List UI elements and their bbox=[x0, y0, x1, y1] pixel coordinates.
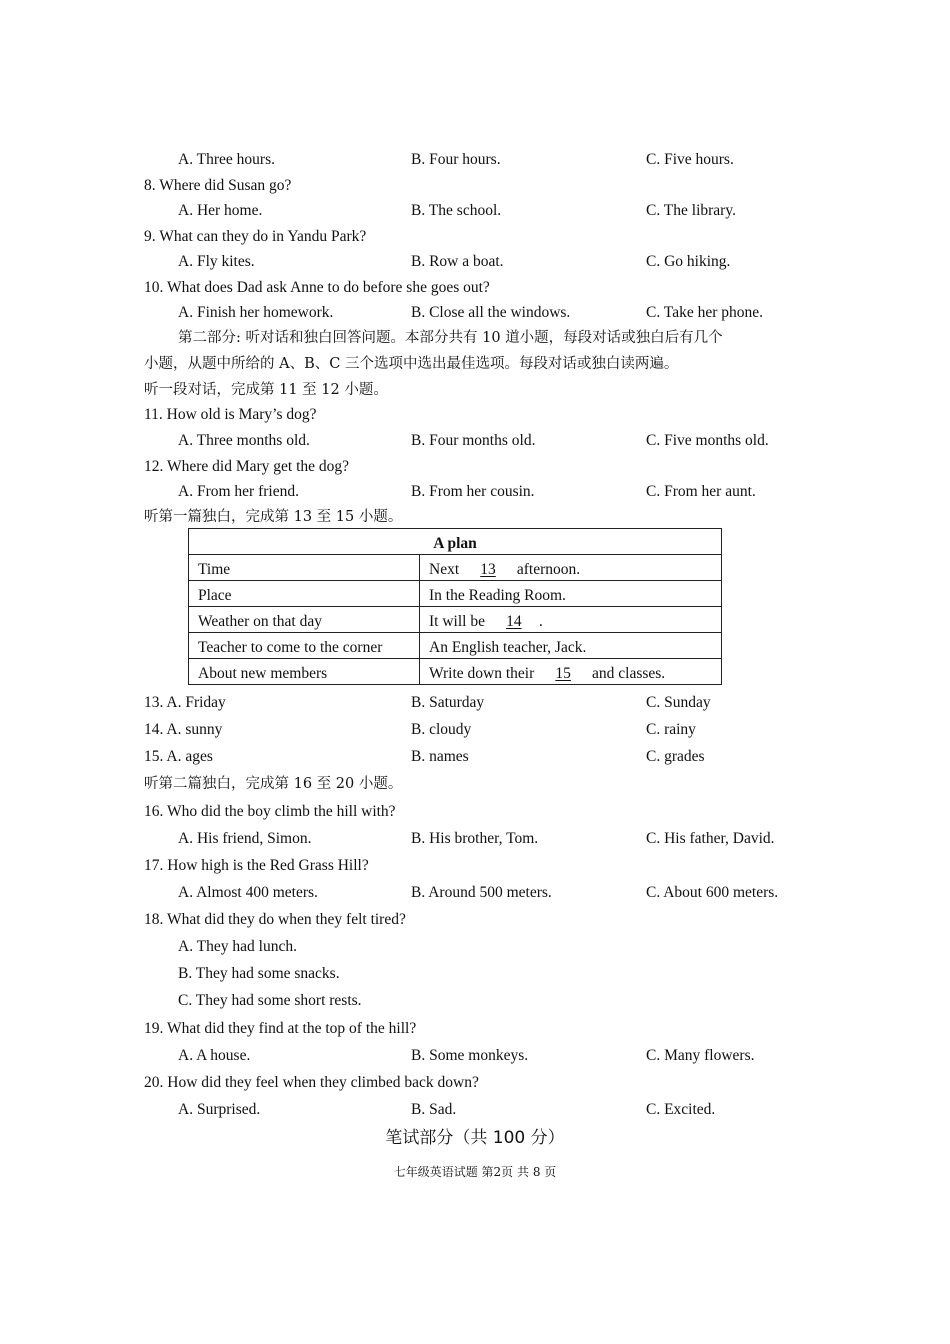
plan-row-label: Teacher to come to the corner bbox=[189, 633, 420, 659]
q8-option-b: B. The school. bbox=[411, 202, 502, 219]
q14-option-a: 14. A. sunny bbox=[144, 721, 223, 738]
q9-option-c: C. Go hiking. bbox=[646, 253, 731, 270]
plan-table-title: A plan bbox=[189, 529, 722, 555]
plan-row-value: An English teacher, Jack. bbox=[420, 633, 722, 659]
q16-option-b: B. His brother, Tom. bbox=[411, 830, 539, 847]
q15-option-b: B. names bbox=[411, 748, 469, 765]
q17-option-c: C. About 600 meters. bbox=[646, 884, 779, 901]
q8-question: 8. Where did Susan go? bbox=[144, 177, 292, 194]
q18-option-b: B. They had some snacks. bbox=[178, 965, 340, 982]
plan-row-value bbox=[420, 659, 722, 685]
answer-blank: 14 bbox=[506, 613, 522, 630]
answer-blank: 15 bbox=[555, 665, 571, 682]
q14-option-c: C. rainy bbox=[646, 721, 696, 738]
plan-table bbox=[188, 528, 722, 685]
table-row bbox=[189, 607, 722, 633]
q18-option-a: A. They had lunch. bbox=[178, 938, 297, 955]
q18-question: 18. What did they do when they felt tired? bbox=[144, 911, 406, 928]
plan-row-text: afternoon. bbox=[513, 561, 581, 578]
dialogue-intro: 听一段对话，完成第 11 至 12 小题。 bbox=[144, 382, 388, 398]
plan-row-text: . bbox=[538, 613, 543, 630]
part2-instruction-line2: 小题，从题中所给的 A、B、C 三个选项中选出最佳选项。每段对话或独白读两遍。 bbox=[144, 356, 679, 372]
q10-option-b: B. Close all the windows. bbox=[411, 304, 571, 321]
q16-question: 16. Who did the boy climb the hill with? bbox=[144, 803, 396, 820]
written-section-heading: 笔试部分（共 100 分） bbox=[385, 1128, 565, 1148]
q10-option-a: A. Finish her homework. bbox=[178, 304, 334, 321]
q13-option-b: B. Saturday bbox=[411, 694, 485, 711]
q18-option-c: C. They had some short rests. bbox=[178, 992, 362, 1009]
plan-row-label: Place bbox=[189, 581, 420, 607]
q9-question: 9. What can they do in Yandu Park? bbox=[144, 228, 367, 245]
monologue2-intro: 听第二篇独白，完成第 16 至 20 小题。 bbox=[144, 776, 403, 792]
q12-option-c: C. From her aunt. bbox=[646, 483, 756, 500]
plan-row-text: It will be bbox=[429, 613, 489, 630]
q19-option-b: B. Some monkeys. bbox=[411, 1047, 529, 1064]
table-row bbox=[189, 555, 722, 581]
plan-row-value bbox=[420, 607, 722, 633]
q12-question: 12. Where did Mary get the dog? bbox=[144, 458, 350, 475]
q19-option-a: A. A house. bbox=[178, 1047, 251, 1064]
q20-option-c: C. Excited. bbox=[646, 1101, 716, 1118]
q20-question: 20. How did they feel when they climbed back down? bbox=[144, 1074, 479, 1091]
q20-option-a: A. Surprised. bbox=[178, 1101, 261, 1118]
table-row bbox=[189, 659, 722, 685]
plan-row-label: Time bbox=[189, 555, 420, 581]
page-footer: 七年级英语试题 第2页 共 8 页 bbox=[393, 1165, 557, 1179]
q8-option-c: C. The library. bbox=[646, 202, 736, 219]
q17-question: 17. How high is the Red Grass Hill? bbox=[144, 857, 369, 874]
q16-option-a: A. His friend, Simon. bbox=[178, 830, 312, 847]
q7-option-c: C. Five hours. bbox=[646, 151, 734, 168]
table-row bbox=[189, 581, 722, 607]
q15-option-c: C. grades bbox=[646, 748, 705, 765]
q10-question: 10. What does Dad ask Anne to do before she goes out? bbox=[144, 279, 490, 296]
q13-option-c: C. Sunday bbox=[646, 694, 711, 711]
q17-option-b: B. Around 500 meters. bbox=[411, 884, 552, 901]
q11-option-b: B. Four months old. bbox=[411, 432, 536, 449]
q7-option-a: A. Three hours. bbox=[178, 151, 275, 168]
plan-row-text: and classes. bbox=[588, 665, 666, 682]
q11-question: 11. How old is Mary’s dog? bbox=[144, 406, 317, 423]
q19-option-c: C. Many flowers. bbox=[646, 1047, 755, 1064]
q15-option-a: 15. A. ages bbox=[144, 748, 213, 765]
q16-option-c: C. His father, David. bbox=[646, 830, 775, 847]
monologue1-intro: 听第一篇独白，完成第 13 至 15 小题。 bbox=[144, 509, 403, 525]
q14-option-b: B. cloudy bbox=[411, 721, 472, 738]
plan-row-label: About new members bbox=[189, 659, 420, 685]
plan-row-value bbox=[420, 555, 722, 581]
q10-option-c: C. Take her phone. bbox=[646, 304, 763, 321]
part2-instruction-line1: 第二部分: 听对话和独白回答问题。本部分共有 10 道小题，每段对话或独白后有几个 bbox=[178, 330, 723, 346]
plan-row-text: Write down their bbox=[429, 665, 539, 682]
table-row bbox=[189, 633, 722, 659]
q12-option-a: A. From her friend. bbox=[178, 483, 299, 500]
q11-option-a: A. Three months old. bbox=[178, 432, 310, 449]
q19-question: 19. What did they find at the top of the hill? bbox=[144, 1020, 417, 1037]
q13-option-a: 13. A. Friday bbox=[144, 694, 226, 711]
q12-option-b: B. From her cousin. bbox=[411, 483, 535, 500]
plan-row-text: Next bbox=[429, 561, 464, 578]
plan-row-label: Weather on that day bbox=[189, 607, 420, 633]
q17-option-a: A. Almost 400 meters. bbox=[178, 884, 318, 901]
q8-option-a: A. Her home. bbox=[178, 202, 263, 219]
q9-option-a: A. Fly kites. bbox=[178, 253, 255, 270]
q9-option-b: B. Row a boat. bbox=[411, 253, 504, 270]
answer-blank: 13 bbox=[480, 561, 496, 578]
q7-option-b: B. Four hours. bbox=[411, 151, 501, 168]
q11-option-c: C. Five months old. bbox=[646, 432, 769, 449]
q20-option-b: B. Sad. bbox=[411, 1101, 457, 1118]
plan-row-value: In the Reading Room. bbox=[420, 581, 722, 607]
